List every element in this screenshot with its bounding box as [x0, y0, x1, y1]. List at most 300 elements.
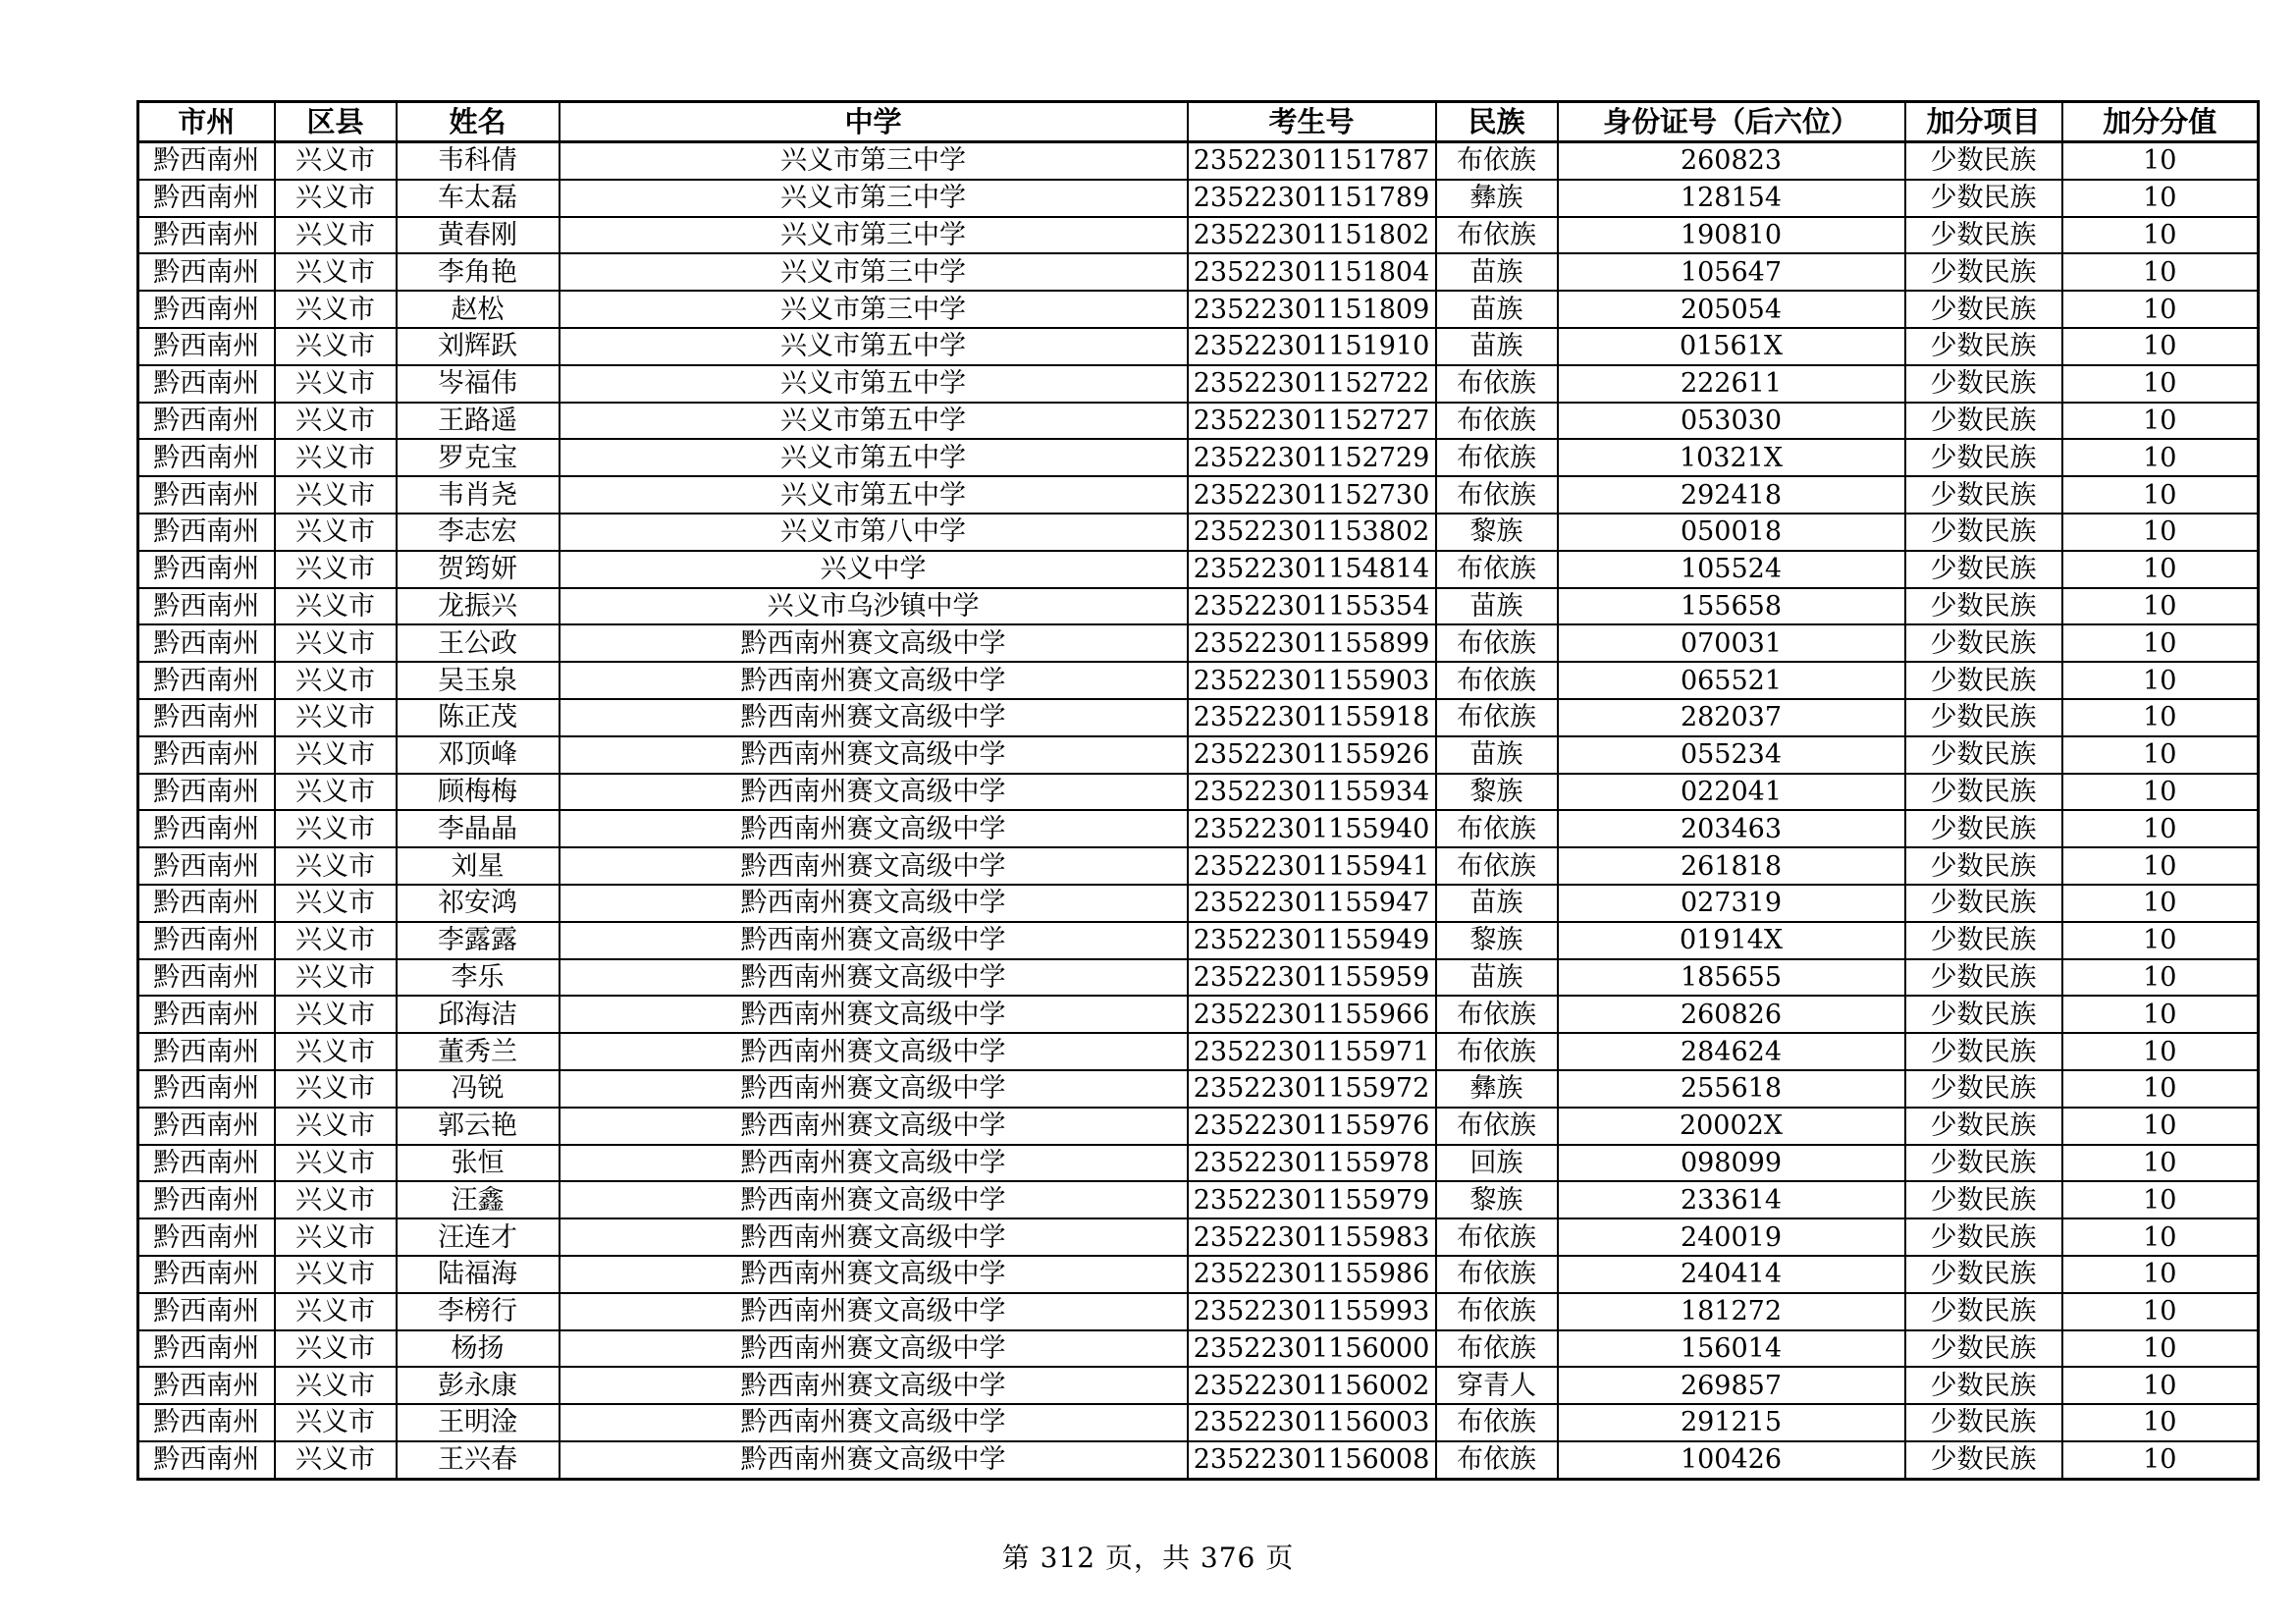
table-row: [138, 439, 2259, 476]
id-suffix-cell: 240414: [1558, 1256, 1905, 1293]
table-row: [138, 142, 2259, 180]
student-name-cell: 李乐: [397, 959, 560, 997]
county-cell: 兴义市: [275, 624, 397, 662]
county-cell: 兴义市: [275, 1108, 397, 1145]
city-cell: 黔西南州: [138, 1404, 275, 1441]
student-name-cell: 龙振兴: [397, 588, 560, 625]
ethnicity-cell: 穿青人: [1436, 1367, 1558, 1404]
ethnicity-cell: 布依族: [1436, 142, 1558, 180]
student-name-cell: 王路遥: [397, 403, 560, 440]
bonus-value-cell: 10: [2062, 403, 2259, 440]
ethnicity-cell: 苗族: [1436, 588, 1558, 625]
id-suffix-cell: 190810: [1558, 217, 1905, 254]
bonus-value-cell: 10: [2062, 699, 2259, 736]
city-cell: 黔西南州: [138, 1441, 275, 1479]
student-name-cell: 陈正茂: [397, 699, 560, 736]
city-cell: 黔西南州: [138, 1293, 275, 1330]
bonus-item-cell: 少数民族: [1905, 996, 2062, 1033]
exam-number-cell: 23522301155979: [1188, 1181, 1436, 1218]
bonus-value-cell: 10: [2062, 551, 2259, 588]
bonus-item-cell: 少数民族: [1905, 810, 2062, 847]
city-cell: 黔西南州: [138, 922, 275, 959]
table-row: [138, 959, 2259, 997]
ethnicity-cell: 布依族: [1436, 365, 1558, 403]
county-cell: 兴义市: [275, 588, 397, 625]
city-cell: 黔西南州: [138, 551, 275, 588]
county-cell: 兴义市: [275, 551, 397, 588]
table-row: [138, 847, 2259, 885]
table-row: [138, 885, 2259, 922]
id-suffix-cell: 240019: [1558, 1218, 1905, 1256]
county-cell: 兴义市: [275, 1070, 397, 1108]
id-suffix-cell: 203463: [1558, 810, 1905, 847]
school-cell: 兴义市第三中学: [560, 180, 1188, 217]
bonus-value-cell: 10: [2062, 922, 2259, 959]
student-name-cell: 汪连才: [397, 1218, 560, 1256]
bonus-item-cell: 少数民族: [1905, 774, 2062, 811]
table-row: [138, 217, 2259, 254]
bonus-value-cell: 10: [2062, 774, 2259, 811]
bonus-value-cell: 10: [2062, 1293, 2259, 1330]
bonus-value-cell: 10: [2062, 588, 2259, 625]
county-cell: 兴义市: [275, 662, 397, 699]
school-header: 中学: [560, 102, 1188, 142]
school-cell: 黔西南州赛文高级中学: [560, 662, 1188, 699]
id-suffix-cell: 155658: [1558, 588, 1905, 625]
ethnicity-cell: 布依族: [1436, 476, 1558, 514]
id-suffix-cell: 261818: [1558, 847, 1905, 885]
county-cell: 兴义市: [275, 1145, 397, 1182]
school-cell: 黔西南州赛文高级中学: [560, 1181, 1188, 1218]
id-suffix-cell: 105524: [1558, 551, 1905, 588]
school-cell: 兴义市第三中学: [560, 253, 1188, 291]
id-suffix-cell: 20002X: [1558, 1108, 1905, 1145]
id-suffix-cell: 065521: [1558, 662, 1905, 699]
student-name-cell: 刘辉跃: [397, 328, 560, 365]
ethnicity-cell: 苗族: [1436, 253, 1558, 291]
id-suffix-cell: 222611: [1558, 365, 1905, 403]
exam-number-cell: 23522301152729: [1188, 439, 1436, 476]
bonus-item-cell: 少数民族: [1905, 142, 2062, 180]
school-cell: 黔西南州赛文高级中学: [560, 922, 1188, 959]
bonus-item-cell: 少数民族: [1905, 1181, 2062, 1218]
id-suffix-cell: 050018: [1558, 514, 1905, 551]
id-suffix-cell: 233614: [1558, 1181, 1905, 1218]
school-cell: 黔西南州赛文高级中学: [560, 1441, 1188, 1479]
bonus-value-cell: 10: [2062, 959, 2259, 997]
exam-number-cell: 23522301155993: [1188, 1293, 1436, 1330]
ethnicity-cell: 苗族: [1436, 885, 1558, 922]
city-cell: 黔西南州: [138, 699, 275, 736]
ethnicity-cell: 黎族: [1436, 774, 1558, 811]
city-cell: 黔西南州: [138, 1108, 275, 1145]
table-row: [138, 1441, 2259, 1479]
county-cell: 兴义市: [275, 514, 397, 551]
county-cell: 兴义市: [275, 1367, 397, 1404]
city-cell: 黔西南州: [138, 1330, 275, 1368]
table-row: [138, 476, 2259, 514]
table-row: [138, 253, 2259, 291]
school-cell: 黔西南州赛文高级中学: [560, 774, 1188, 811]
city-cell: 黔西南州: [138, 624, 275, 662]
county-cell: 兴义市: [275, 1330, 397, 1368]
county-cell: 兴义市: [275, 476, 397, 514]
exam-number-cell: 23522301151787: [1188, 142, 1436, 180]
school-cell: 兴义中学: [560, 551, 1188, 588]
table-row: [138, 328, 2259, 365]
bonus-item-cell: 少数民族: [1905, 847, 2062, 885]
city-cell: 黔西南州: [138, 142, 275, 180]
ethnicity-cell: 彝族: [1436, 1070, 1558, 1108]
student-name-cell: 祁安鸿: [397, 885, 560, 922]
bonus-item-cell: 少数民族: [1905, 476, 2062, 514]
bonus-item-cell: 少数民族: [1905, 291, 2062, 328]
student-name-cell: 李晶晶: [397, 810, 560, 847]
exam-number-cell: 23522301155971: [1188, 1033, 1436, 1070]
table-row: [138, 1367, 2259, 1404]
exam-number-cell: 23522301155978: [1188, 1145, 1436, 1182]
school-cell: 黔西南州赛文高级中学: [560, 1367, 1188, 1404]
bonus-value-cell: 10: [2062, 328, 2259, 365]
school-cell: 黔西南州赛文高级中学: [560, 847, 1188, 885]
table-row: [138, 180, 2259, 217]
bonus-value-cell: 10: [2062, 1441, 2259, 1479]
bonus-value-cell: 10: [2062, 1218, 2259, 1256]
bonus-value-cell: 10: [2062, 439, 2259, 476]
county-cell: 兴义市: [275, 439, 397, 476]
student-name-cell: 李角艳: [397, 253, 560, 291]
city-cell: 黔西南州: [138, 1181, 275, 1218]
city-cell: 黔西南州: [138, 959, 275, 997]
table-row: [138, 514, 2259, 551]
id-suffix-cell: 156014: [1558, 1330, 1905, 1368]
bonus-value-cell: 10: [2062, 1367, 2259, 1404]
student-name-cell: 李露露: [397, 922, 560, 959]
bonus-item-cell: 少数民族: [1905, 1108, 2062, 1145]
school-cell: 兴义市第八中学: [560, 514, 1188, 551]
county-cell: 兴义市: [275, 1404, 397, 1441]
ethnicity-cell: 布依族: [1436, 1108, 1558, 1145]
bonus-item-cell: 少数民族: [1905, 1145, 2062, 1182]
exam-number-cell: 23522301151802: [1188, 217, 1436, 254]
city-cell: 黔西南州: [138, 365, 275, 403]
id-suffix-cell: 01914X: [1558, 922, 1905, 959]
table-row: [138, 588, 2259, 625]
exam-number-cell: 23522301155940: [1188, 810, 1436, 847]
id-suffix-cell: 282037: [1558, 699, 1905, 736]
bonus-item-cell: 少数民族: [1905, 1441, 2062, 1479]
bonus-item-cell: 少数民族: [1905, 1070, 2062, 1108]
bonus-value-cell: 10: [2062, 1256, 2259, 1293]
school-cell: 黔西南州赛文高级中学: [560, 699, 1188, 736]
exam-number-cell: 23522301155959: [1188, 959, 1436, 997]
school-cell: 黔西南州赛文高级中学: [560, 959, 1188, 997]
school-cell: 黔西南州赛文高级中学: [560, 736, 1188, 774]
student-name-cell: 邓顶峰: [397, 736, 560, 774]
county-cell: 兴义市: [275, 1033, 397, 1070]
exam-number-cell: 23522301155986: [1188, 1256, 1436, 1293]
bonus-value-cell: 10: [2062, 1033, 2259, 1070]
bonus-item-cell: 少数民族: [1905, 624, 2062, 662]
city-header: 市州: [138, 102, 275, 142]
city-cell: 黔西南州: [138, 328, 275, 365]
school-cell: 黔西南州赛文高级中学: [560, 885, 1188, 922]
bonus-value-cell: 10: [2062, 996, 2259, 1033]
bonus-item-cell: 少数民族: [1905, 699, 2062, 736]
school-cell: 黔西南州赛文高级中学: [560, 624, 1188, 662]
bonus-item-cell: 少数民族: [1905, 365, 2062, 403]
id-suffix-cell: 022041: [1558, 774, 1905, 811]
school-cell: 黔西南州赛文高级中学: [560, 1218, 1188, 1256]
county-cell: 兴义市: [275, 996, 397, 1033]
table-row: [138, 1404, 2259, 1441]
student-name-cell: 彭永康: [397, 1367, 560, 1404]
school-cell: 黔西南州赛文高级中学: [560, 810, 1188, 847]
student-name-cell: 罗克宝: [397, 439, 560, 476]
county-cell: 兴义市: [275, 959, 397, 997]
id-suffix-cell: 205054: [1558, 291, 1905, 328]
city-cell: 黔西南州: [138, 217, 275, 254]
bonus-item-cell: 少数民族: [1905, 736, 2062, 774]
city-cell: 黔西南州: [138, 514, 275, 551]
table-row: [138, 624, 2259, 662]
county-cell: 兴义市: [275, 291, 397, 328]
exam-number-cell: 23522301155976: [1188, 1108, 1436, 1145]
student-name-cell: 邱海洁: [397, 996, 560, 1033]
bonus-value-cell: 10: [2062, 736, 2259, 774]
school-cell: 黔西南州赛文高级中学: [560, 1108, 1188, 1145]
student-name-cell: 杨扬: [397, 1330, 560, 1368]
bonus-value-cell: 10: [2062, 624, 2259, 662]
bonus-value-cell: 10: [2062, 217, 2259, 254]
student-name-cell: 李榜行: [397, 1293, 560, 1330]
ethnicity-header: 民族: [1436, 102, 1558, 142]
bonus-value-cell: 10: [2062, 253, 2259, 291]
county-cell: 兴义市: [275, 699, 397, 736]
bonus-value-cell: 10: [2062, 291, 2259, 328]
county-cell: 兴义市: [275, 885, 397, 922]
table-row: [138, 1256, 2259, 1293]
name-header: 姓名: [397, 102, 560, 142]
id-suffix-cell: 100426: [1558, 1441, 1905, 1479]
ethnicity-cell: 苗族: [1436, 328, 1558, 365]
id-suffix-cell: 10321X: [1558, 439, 1905, 476]
bonus-item-cell: 少数民族: [1905, 253, 2062, 291]
ethnicity-cell: 布依族: [1436, 1293, 1558, 1330]
table-row: [138, 1293, 2259, 1330]
id-suffix-cell: 292418: [1558, 476, 1905, 514]
student-name-cell: 董秀兰: [397, 1033, 560, 1070]
student-name-cell: 岑福伟: [397, 365, 560, 403]
student-name-cell: 王兴春: [397, 1441, 560, 1479]
county-cell: 兴义市: [275, 253, 397, 291]
student-name-cell: 赵松: [397, 291, 560, 328]
county-cell: 兴义市: [275, 922, 397, 959]
id-suffix-cell: 260823: [1558, 142, 1905, 180]
exam-number-cell: 23522301155934: [1188, 774, 1436, 811]
exam-number-cell: 23522301154814: [1188, 551, 1436, 588]
ethnicity-cell: 彝族: [1436, 180, 1558, 217]
county-cell: 兴义市: [275, 1181, 397, 1218]
ethnicity-cell: 布依族: [1436, 1441, 1558, 1479]
exam-number-cell: 23522301155972: [1188, 1070, 1436, 1108]
student-name-cell: 汪鑫: [397, 1181, 560, 1218]
county-cell: 兴义市: [275, 847, 397, 885]
bonus-value-cell: 10: [2062, 142, 2259, 180]
data-table-container: [136, 100, 2257, 1481]
bonus-value-cell: 10: [2062, 1404, 2259, 1441]
ethnicity-cell: 布依族: [1436, 847, 1558, 885]
student-name-cell: 陆福海: [397, 1256, 560, 1293]
ethnicity-cell: 布依族: [1436, 624, 1558, 662]
table-row: [138, 1108, 2259, 1145]
ethnicity-cell: 布依族: [1436, 551, 1558, 588]
table-row: [138, 1070, 2259, 1108]
id-suffix-cell: 260826: [1558, 996, 1905, 1033]
school-cell: 兴义市第三中学: [560, 291, 1188, 328]
id-suffix-cell: 284624: [1558, 1033, 1905, 1070]
table-row: [138, 403, 2259, 440]
ethnicity-cell: 布依族: [1436, 1218, 1558, 1256]
id-suffix-cell: 098099: [1558, 1145, 1905, 1182]
city-cell: 黔西南州: [138, 180, 275, 217]
city-cell: 黔西南州: [138, 403, 275, 440]
id-suffix-header: 身份证号（后六位）: [1558, 102, 1905, 142]
exam-number-cell: 23522301155899: [1188, 624, 1436, 662]
id-suffix-cell: 181272: [1558, 1293, 1905, 1330]
school-cell: 兴义市第五中学: [560, 365, 1188, 403]
exam-number-cell: 23522301152727: [1188, 403, 1436, 440]
city-cell: 黔西南州: [138, 774, 275, 811]
bonus-item-cell: 少数民族: [1905, 514, 2062, 551]
bonus-value-cell: 10: [2062, 885, 2259, 922]
city-cell: 黔西南州: [138, 810, 275, 847]
student-name-cell: 冯锐: [397, 1070, 560, 1108]
county-header: 区县: [275, 102, 397, 142]
table-row: [138, 810, 2259, 847]
bonus-value-cell: 10: [2062, 1108, 2259, 1145]
county-cell: 兴义市: [275, 1441, 397, 1479]
county-cell: 兴义市: [275, 810, 397, 847]
bonus-value-cell: 10: [2062, 662, 2259, 699]
city-cell: 黔西南州: [138, 476, 275, 514]
table-row: [138, 1218, 2259, 1256]
bonus-value-cell: 10: [2062, 1145, 2259, 1182]
city-cell: 黔西南州: [138, 1256, 275, 1293]
exam-number-cell: 23522301156000: [1188, 1330, 1436, 1368]
bonus-item-cell: 少数民族: [1905, 1330, 2062, 1368]
ethnicity-cell: 布依族: [1436, 403, 1558, 440]
student-name-cell: 黄春刚: [397, 217, 560, 254]
ethnicity-cell: 布依族: [1436, 1404, 1558, 1441]
ethnicity-cell: 黎族: [1436, 922, 1558, 959]
city-cell: 黔西南州: [138, 588, 275, 625]
bonus-item-cell: 少数民族: [1905, 1218, 2062, 1256]
student-name-cell: 韦科倩: [397, 142, 560, 180]
county-cell: 兴义市: [275, 180, 397, 217]
student-name-cell: 顾梅梅: [397, 774, 560, 811]
school-cell: 黔西南州赛文高级中学: [560, 1256, 1188, 1293]
city-cell: 黔西南州: [138, 662, 275, 699]
id-suffix-cell: 055234: [1558, 736, 1905, 774]
city-cell: 黔西南州: [138, 1033, 275, 1070]
school-cell: 黔西南州赛文高级中学: [560, 1404, 1188, 1441]
id-suffix-cell: 01561X: [1558, 328, 1905, 365]
bonus-item-cell: 少数民族: [1905, 328, 2062, 365]
county-cell: 兴义市: [275, 328, 397, 365]
ethnicity-cell: 苗族: [1436, 736, 1558, 774]
id-suffix-cell: 105647: [1558, 253, 1905, 291]
bonus-item-cell: 少数民族: [1905, 588, 2062, 625]
table-header-row: [138, 102, 2259, 142]
bonus-item-cell: 少数民族: [1905, 922, 2062, 959]
bonus-item-cell: 少数民族: [1905, 1293, 2062, 1330]
bonus-value-header: 加分分值: [2062, 102, 2259, 142]
table-row: [138, 774, 2259, 811]
bonus-value-cell: 10: [2062, 1181, 2259, 1218]
table-row: [138, 551, 2259, 588]
bonus-value-cell: 10: [2062, 847, 2259, 885]
exam-number-cell: 23522301156002: [1188, 1367, 1436, 1404]
exam-number-cell: 23522301151910: [1188, 328, 1436, 365]
student-name-cell: 郭云艳: [397, 1108, 560, 1145]
ethnicity-cell: 布依族: [1436, 217, 1558, 254]
exam-number-cell: 23522301155354: [1188, 588, 1436, 625]
city-cell: 黔西南州: [138, 291, 275, 328]
student-name-cell: 张恒: [397, 1145, 560, 1182]
id-suffix-cell: 027319: [1558, 885, 1905, 922]
ethnicity-cell: 布依族: [1436, 810, 1558, 847]
id-suffix-cell: 255618: [1558, 1070, 1905, 1108]
table-row: [138, 662, 2259, 699]
county-cell: 兴义市: [275, 774, 397, 811]
bonus-value-cell: 10: [2062, 1330, 2259, 1368]
school-cell: 黔西南州赛文高级中学: [560, 1293, 1188, 1330]
ethnicity-cell: 布依族: [1436, 1256, 1558, 1293]
id-suffix-cell: 185655: [1558, 959, 1905, 997]
table-row: [138, 996, 2259, 1033]
bonus-item-header: 加分项目: [1905, 102, 2062, 142]
school-cell: 兴义市乌沙镇中学: [560, 588, 1188, 625]
table-row: [138, 1033, 2259, 1070]
ethnicity-cell: 回族: [1436, 1145, 1558, 1182]
exam-number-cell: 23522301155949: [1188, 922, 1436, 959]
school-cell: 兴义市第五中学: [560, 476, 1188, 514]
bonus-item-cell: 少数民族: [1905, 180, 2062, 217]
bonus-item-cell: 少数民族: [1905, 1404, 2062, 1441]
student-name-cell: 王公政: [397, 624, 560, 662]
bonus-item-cell: 少数民族: [1905, 885, 2062, 922]
ethnicity-cell: 布依族: [1436, 662, 1558, 699]
id-suffix-cell: 269857: [1558, 1367, 1905, 1404]
bonus-value-cell: 10: [2062, 180, 2259, 217]
city-cell: 黔西南州: [138, 1367, 275, 1404]
exam-number-cell: 23522301155903: [1188, 662, 1436, 699]
exam-number-cell: 23522301152730: [1188, 476, 1436, 514]
city-cell: 黔西南州: [138, 1145, 275, 1182]
bonus-item-cell: 少数民族: [1905, 662, 2062, 699]
school-cell: 黔西南州赛文高级中学: [560, 1070, 1188, 1108]
school-cell: 黔西南州赛文高级中学: [560, 1145, 1188, 1182]
bonus-value-cell: 10: [2062, 810, 2259, 847]
table-body: [138, 142, 2259, 1480]
exam-number-cell: 23522301155926: [1188, 736, 1436, 774]
ethnicity-cell: 苗族: [1436, 291, 1558, 328]
ethnicity-cell: 布依族: [1436, 439, 1558, 476]
county-cell: 兴义市: [275, 142, 397, 180]
bonus-value-cell: 10: [2062, 476, 2259, 514]
ethnicity-cell: 布依族: [1436, 996, 1558, 1033]
